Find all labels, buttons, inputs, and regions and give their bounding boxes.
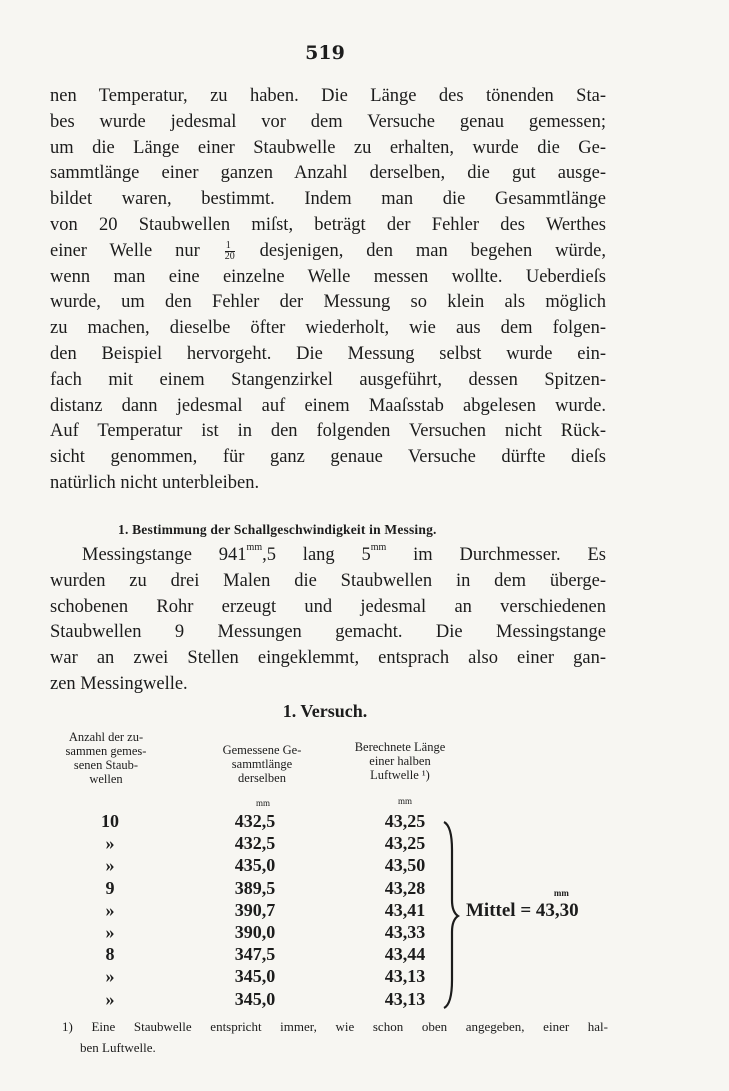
column-header-total-length	[198, 743, 326, 785]
text-line: wurde, um den Fehler der Messung so klein als möglich	[50, 292, 606, 313]
text-line: wurden zu drei Malen die Staubwellen in dem überge-	[50, 570, 606, 591]
header-line: wellen	[89, 772, 123, 786]
text-line: distanz dann jedesmal auf einem Maaſsstab abgelesen wurde.	[50, 395, 606, 416]
cell-count: »	[105, 922, 115, 942]
page-number: 519	[305, 42, 345, 64]
footnote-line: 1) Eine Staubwelle entspricht immer, wie schon oben angegeben, einer hal-	[62, 1019, 608, 1034]
text-segment: im Durchmesser. Es	[386, 545, 606, 565]
cell-total-length: 390,7	[234, 899, 276, 920]
text-line	[50, 543, 606, 569]
text-line: war an zwei Stellen eingeklemmt, entsprach also einer gan-	[50, 648, 606, 669]
text-line: bildet waren, bestimmt. Indem man die Gesammtlänge	[50, 189, 606, 210]
mean-label: Mittel	[466, 900, 516, 921]
mean-number: 43,30	[535, 900, 579, 921]
header-line: Luftwelle ¹)	[370, 768, 430, 782]
cell-count: 8	[105, 944, 115, 965]
cell-total-length: 435,0	[234, 855, 276, 876]
text-line: sammtlänge einer ganzen Anzahl derselben, die gut ausge-	[50, 163, 606, 184]
cell-total-length: 345,0	[234, 988, 276, 1009]
cell-half-wave: 43,33	[384, 922, 426, 942]
cell-half-wave: 43,44	[384, 944, 426, 965]
fraction-denominator: 20	[224, 251, 235, 263]
text-line: natürlich nicht unterbleiben.	[50, 472, 260, 493]
cell-total-length: 389,5	[234, 877, 276, 898]
column-header-half-wave	[330, 740, 470, 782]
header-line: sammen gemes-	[65, 744, 147, 758]
unit-superscript: mm	[370, 542, 387, 553]
cell-count: 10	[101, 811, 119, 831]
text-line: bes wurde jedesmal vor dem Versuche genau gemessen;	[50, 111, 606, 132]
curly-brace	[440, 820, 460, 1010]
column-header-count	[42, 730, 170, 786]
mean-value	[466, 888, 579, 922]
text-segment: ,5 lang 5	[262, 545, 371, 565]
cell-half-wave: 43,41	[384, 899, 426, 920]
section-heading: 1. Bestimmung der Schallgeschwindigkeit in Messing.	[118, 522, 437, 537]
text-segment: Messingstange 941	[82, 545, 247, 565]
text-line: zu machen, dieselbe öfter wiederholt, wie aus dem folgen-	[50, 318, 606, 339]
cell-count: »	[105, 833, 115, 854]
cell-half-wave: 43,25	[384, 811, 426, 831]
cell-half-wave: 43,25	[384, 833, 426, 854]
header-line: einer halben	[369, 754, 431, 768]
header-line: derselben	[238, 771, 286, 785]
paragraph-1	[50, 84, 606, 497]
cell-count: 9	[105, 877, 115, 898]
cell-total-length: 345,0	[234, 966, 276, 987]
text-line: sicht genommen, für ganz genaue Versuche dürfte dieſs	[50, 447, 606, 468]
cell-total-length: 432,5	[234, 811, 276, 831]
unit-superscript: mm	[246, 542, 263, 553]
fraction-numerator: 1	[225, 241, 235, 252]
text-line: zen Messingwelle.	[50, 673, 188, 694]
cell-half-wave: 43,28	[384, 877, 426, 898]
text-line: von 20 Staubwellen miſst, beträgt der Fehler des Werthes	[50, 214, 606, 235]
text-line: um die Länge einer Staubwelle zu erhalten, wurde die Ge-	[50, 137, 606, 158]
text-line: fach mit einem Stangenzirkel ausgeführt, dessen Spitzen-	[50, 369, 606, 390]
text-line: den Beispiel hervorgeht. Die Messung selbst wurde ein-	[50, 343, 606, 364]
text-line: wenn man eine einzelne Welle messen wollte. Ueberdieſs	[50, 266, 606, 287]
unit-label-col3: mm	[398, 796, 413, 806]
paragraph-2	[50, 543, 606, 698]
mean-number-wrap	[535, 888, 579, 921]
footnote	[62, 1016, 608, 1058]
table-title: 1. Versuch.	[282, 701, 368, 721]
text-line-with-fraction	[50, 239, 606, 265]
text-segment: desjenigen, den man begehen würde,	[259, 240, 607, 261]
header-line: senen Staub-	[73, 758, 139, 772]
text-line: schobenen Rohr erzeugt und jedesmal an verschiedenen	[50, 596, 606, 617]
text-line: Staubwellen 9 Messungen gemacht. Die Messingstange	[50, 622, 606, 643]
text-line: Auf Temperatur ist in den folgenden Versuchen nicht Rück-	[50, 421, 606, 442]
cell-count: »	[105, 899, 115, 920]
text-segment: einer Welle nur	[50, 240, 200, 261]
cell-half-wave: 43,13	[384, 988, 426, 1009]
unit-label-col2: mm	[256, 798, 271, 808]
header-line: Anzahl der zu-	[68, 730, 144, 744]
footnote-line: ben Luftwelle.	[80, 1040, 156, 1055]
cell-total-length: 390,0	[234, 922, 276, 942]
header-line: Gemessene Ge-	[222, 743, 302, 757]
equals-sign: =	[520, 900, 532, 921]
fraction	[225, 241, 235, 262]
header-line: sammtlänge	[231, 757, 293, 771]
cell-half-wave: 43,50	[384, 855, 426, 876]
cell-count: »	[105, 988, 115, 1009]
header-line: Berechnete Länge	[354, 740, 446, 754]
cell-count: »	[105, 966, 115, 987]
text-line: nen Temperatur, zu haben. Die Länge des tönenden Sta-	[50, 86, 606, 106]
cell-total-length: 347,5	[234, 944, 276, 965]
cell-half-wave: 43,13	[384, 966, 426, 987]
cell-count: »	[105, 855, 115, 876]
cell-total-length: 432,5	[234, 833, 276, 854]
mean-unit: mm	[553, 888, 569, 898]
